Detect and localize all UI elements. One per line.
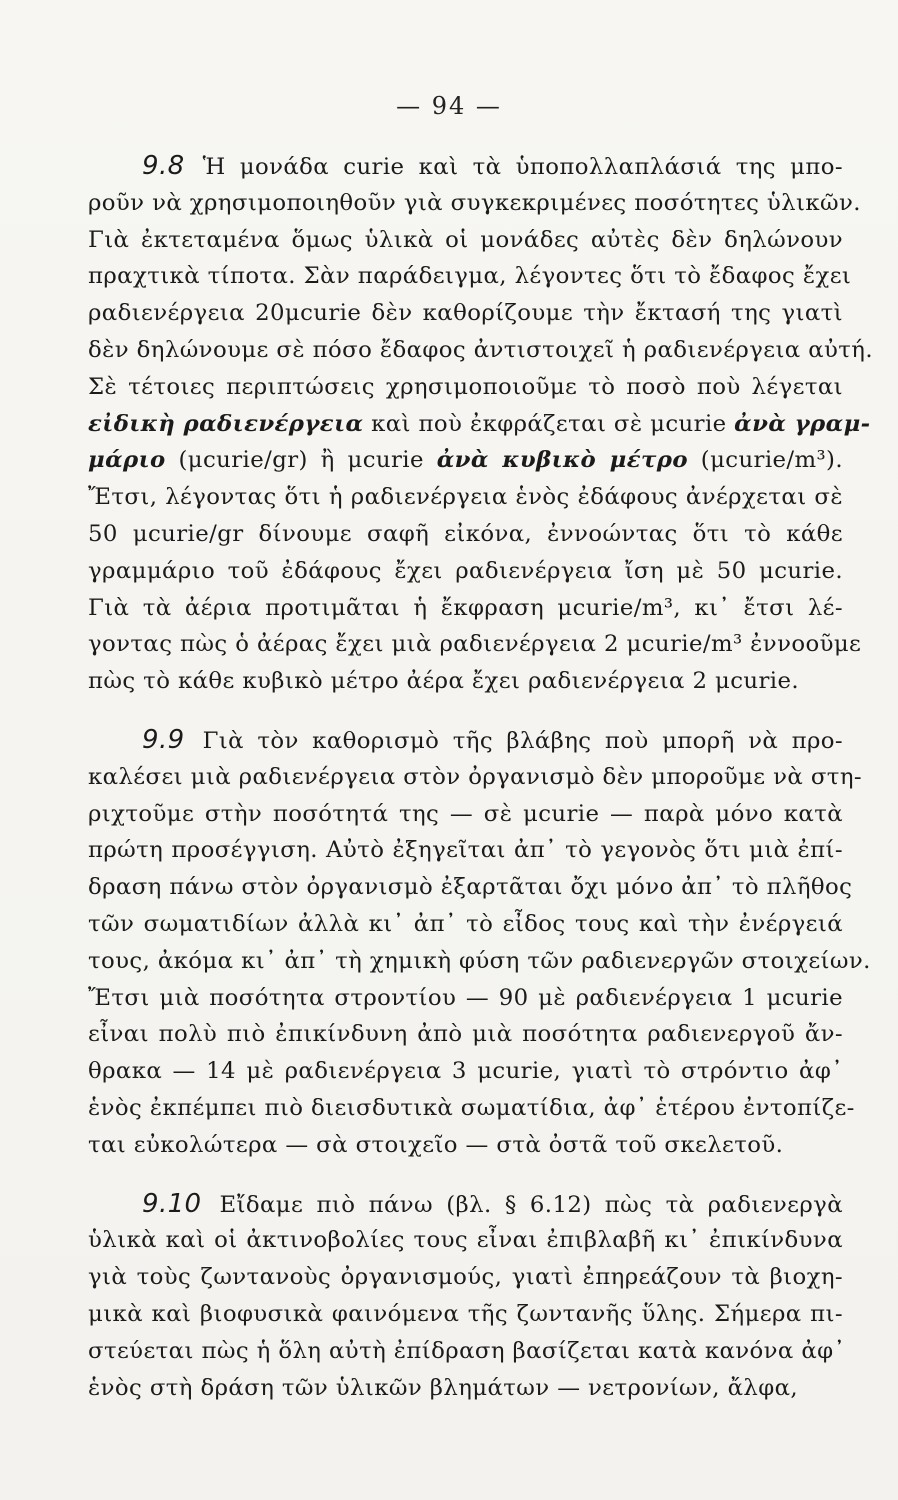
section-paragraph <box>88 1186 846 1407</box>
section-number: 9.10 <box>142 1188 202 1219</box>
text-line <box>88 295 843 332</box>
text-segment: γραμμάριο τοῦ ἐδάφους ἔχει ραδιενέργεια ἴση μὲ 50 μcurie. <box>88 557 843 584</box>
text-segment: πραχτικὰ τίποτα. Σὰν παράδειγμα, λέγοντες ὅτι τὸ ἔδαφος ἔχει <box>88 263 852 290</box>
text-line <box>88 1186 843 1223</box>
text-segment: (μcurie/gr) ἢ μcurie <box>165 447 437 474</box>
text-segment: Εἴδαμε πιὸ πάνω (βλ. § 6.12) πὼς τὰ ραδιενεργὰ <box>219 1191 843 1218</box>
text-line <box>88 980 843 1017</box>
text-segment: ἑνὸς στὴ δράση τῶν ὑλικῶν βλημάτων — νετρονίων, ἄλφα, <box>88 1374 799 1401</box>
text-segment: γιὰ τοὺς ζωντανοὺς ὀργανισμούς, γιατὶ ἐπηρεάζουν τὰ βιοχη- <box>88 1264 843 1291</box>
text-line <box>88 1296 843 1333</box>
text-line <box>88 1370 843 1407</box>
text-line <box>88 406 871 443</box>
section-paragraph <box>88 148 874 700</box>
text-segment: πρώτη προσέγγιση. Αὐτὸ ἐξηγεῖται ἀπ᾿ τὸ γεγονὸς ὅτι μιὰ ἐπί- <box>88 837 843 864</box>
text-line <box>88 796 843 833</box>
section-number: 9.8 <box>142 151 185 181</box>
text-segment: ἑνὸς ἐκπέμπει πιὸ διεισδυτικὰ σωματίδια, ἀφ᾿ ἑτέρου ἐντοπίζε- <box>88 1094 855 1121</box>
emphasized-term: ἀνὰ κυβικὸ μέτρο <box>436 447 688 474</box>
text-line <box>88 185 861 222</box>
text-line <box>88 1259 843 1296</box>
emphasized-term: μάριο <box>88 447 166 474</box>
text-line <box>88 722 843 759</box>
text-segment: τῶν σωματιδίων ἀλλὰ κι᾿ ἀπ᾿ τὸ εἶδος τους καὶ τὴν ἐνέργειά <box>88 910 843 937</box>
text-segment: καὶ ποὺ ἐκφράζεται σὲ μcurie <box>363 410 735 437</box>
text-segment: Γιὰ τὸν καθορισμὸ τῆς βλάβης ποὺ μπορῆ νὰ προ- <box>202 727 843 754</box>
text-line <box>88 1333 846 1370</box>
text-segment: Ἡ μονάδα curie καὶ τὰ ὑποπολλαπλάσιά της μπο- <box>202 154 843 180</box>
text-line <box>88 590 843 627</box>
text-segment: Σὲ τέτοιες περιπτώσεις χρησιμοποιοῦμε τὸ ποσὸ ποὺ λέγεται <box>88 373 843 400</box>
text-line <box>88 832 843 869</box>
text-line <box>88 1090 855 1127</box>
text-line <box>88 479 843 516</box>
text-line <box>88 553 843 590</box>
text-line <box>88 258 852 295</box>
text-line <box>88 759 862 796</box>
text-line <box>88 1053 843 1090</box>
text-line <box>88 943 871 980</box>
text-segment: ὑλικὰ καὶ οἱ ἀκτινοβολίες τους εἶναι ἐπιβλαβῆ κι᾿ ἐπικίνδυνα <box>88 1227 843 1254</box>
text-segment: ραδιενέργεια 20μcurie δὲν καθορίζουμε τὴν ἔκτασή της γιατὶ <box>88 300 843 327</box>
text-segment: δὲν δηλώνουμε σὲ πόσο ἔδαφος ἀντιστοιχεῖ ἡ ραδιενέργεια αὐτή. <box>88 336 874 363</box>
text-segment: 50 μcurie/gr δίνουμε σαφῆ εἰκόνα, ἐννοώντας ὅτι τὸ κάθε <box>88 520 843 547</box>
text-segment: θρακα — 14 μὲ ραδιενέργεια 3 μcurie, γιατὶ τὸ στρόντιο ἀφ᾿ <box>88 1058 843 1085</box>
text-segment: Γιὰ τὰ ἀέρια προτιμᾶται ἡ ἔκφραση μcurie/m³, κι᾿ ἔτσι λέ- <box>88 594 843 621</box>
section-number: 9.9 <box>142 724 185 755</box>
text-segment: στεύεται πὼς ἡ ὅλη αὐτὴ ἐπίδραση βασίζεται κατὰ κανόνα ἀφ᾿ <box>88 1337 846 1364</box>
text-segment: γοντας πὼς ὁ ἀέρας ἔχει μιὰ ραδιενέργεια 2 μcurie/m³ ἐννοοῦμε <box>88 631 862 658</box>
text-segment: τους, ἀκόμα κι᾿ ἀπ᾿ τὴ χημικὴ φύση τῶν ραδιενεργῶν στοιχείων. <box>88 947 871 974</box>
text-segment: πὼς τὸ κάθε κυβικὸ μέτρο ἀέρα ἔχει ραδιενέργεια 2 μcurie. <box>88 668 800 695</box>
text-segment: δραση πάνω στὸν ὀργανισμὸ ἐξαρτᾶται ὄχι μόνο ἀπ᾿ τὸ πλῆθος <box>88 874 853 901</box>
text-line <box>88 1127 843 1164</box>
emphasized-term: εἰδικὴ ραδιενέργεια <box>88 410 364 437</box>
text-segment: μικὰ καὶ βιοφυσικὰ φαινόμενα τῆς ζωντανῆς ὕλης. Σήμερα πι- <box>88 1300 843 1327</box>
text-column <box>88 148 874 1426</box>
text-line <box>88 332 874 369</box>
text-segment: Ἔτσι μιὰ ποσότητα στροντίου — 90 μὲ ραδιενέργεια 1 μcurie <box>88 984 843 1011</box>
text-segment: Ἔτσι, λέγοντας ὅτι ἡ ραδιενέργεια ἑνὸς ἐδάφους ἀνέρχεται σὲ <box>88 484 843 511</box>
text-segment: ται εὐκολώτερα — σὰ στοιχεῖο — στὰ ὀστᾶ τοῦ σκελετοῦ. <box>88 1131 784 1158</box>
text-line <box>88 906 843 943</box>
text-line <box>88 442 843 479</box>
text-line <box>88 148 843 185</box>
text-line <box>88 1016 843 1053</box>
text-segment: καλέσει μιὰ ραδιενέργεια στὸν ὀργανισμὸ δὲν μποροῦμε νὰ στη- <box>88 763 862 790</box>
text-line <box>88 869 853 906</box>
page-number: — 94 — <box>396 92 502 120</box>
text-line <box>88 1222 843 1259</box>
text-line <box>88 369 843 406</box>
emphasized-term: ἀνὰ γραμ- <box>734 410 871 437</box>
text-line <box>88 516 843 553</box>
text-segment: εἶναι πολὺ πιὸ ἐπικίνδυνη ἀπὸ μιὰ ποσότητα ραδιενεργοῦ ἄν- <box>88 1021 843 1048</box>
text-line <box>88 222 843 259</box>
text-line <box>88 626 862 663</box>
text-line <box>88 663 843 700</box>
text-segment: Γιὰ ἐκτεταμένα ὅμως ὑλικὰ οἱ μονάδες αὐτὲς δὲν δηλώνουν <box>88 226 843 253</box>
section-paragraph <box>88 722 871 1164</box>
text-segment: (μcurie/m³). <box>687 447 843 474</box>
text-segment: ριχτοῦμε στὴν ποσότητά της — σὲ μcurie — παρὰ μόνο κατὰ <box>88 800 843 827</box>
text-segment: ροῦν νὰ χρησιμοποιηθοῦν γιὰ συγκεκριμένες ποσότητες ὑλικῶν. <box>88 189 861 216</box>
